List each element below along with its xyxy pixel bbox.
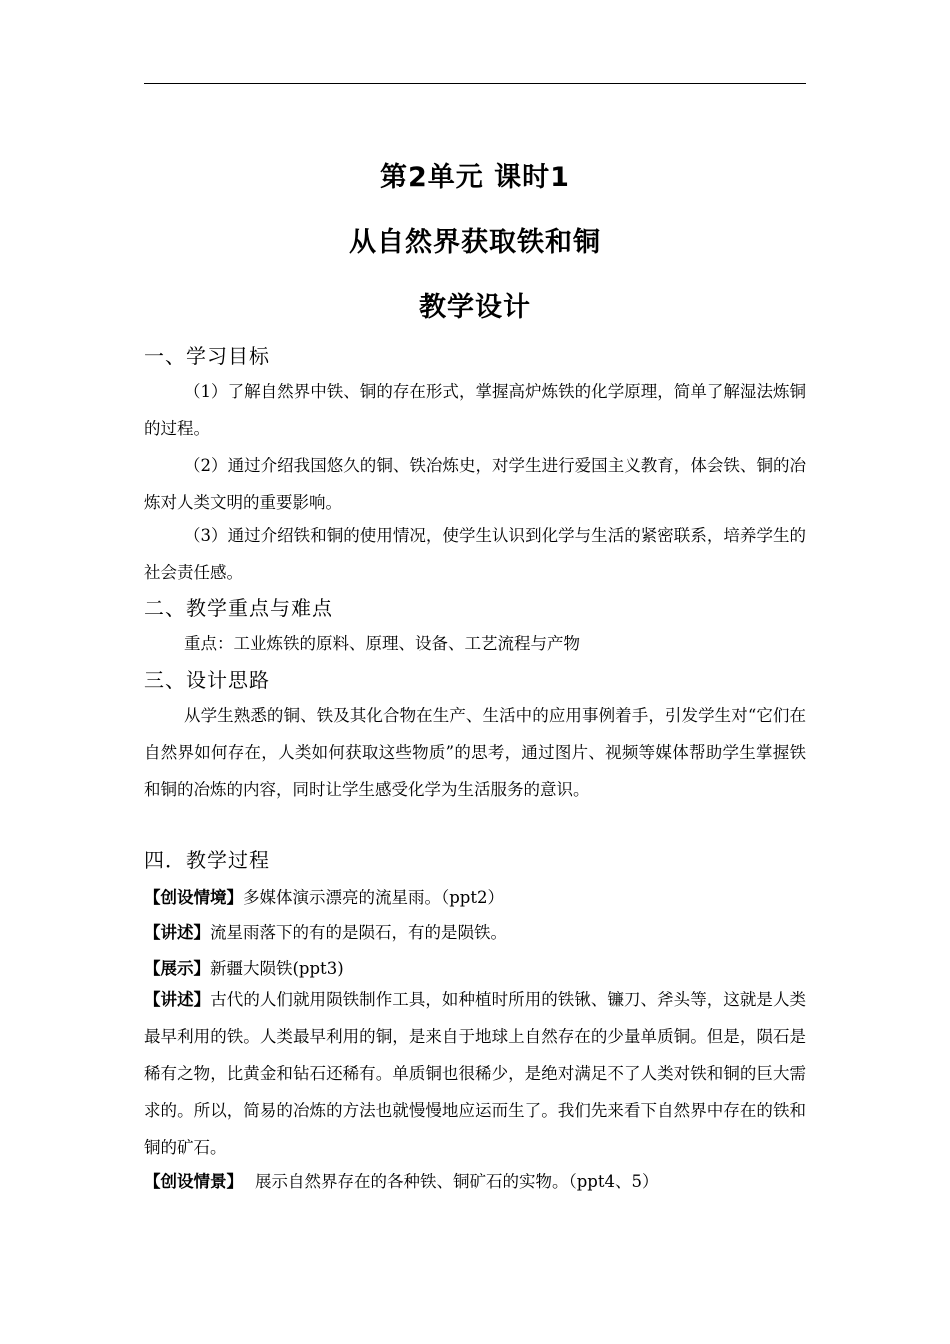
section-heading-teaching-process: 四．教学过程: [144, 848, 270, 872]
process-step: [144, 981, 806, 1166]
step-text: 古代的人们就用陨铁制作工具，如种植时所用的铁锹、镰刀、斧头等，这就是人类最早利用的铁。人类最早利用的铜，是来自于地球上自然存在的少量单质铜。但是，陨石是稀有之物，比黄金和钻石还稀有。单质铜也很稀少，是绝对满足不了人类对铁和铜的巨大需求的。所以，简易的冶炼的方法也就慢慢地应运而生了。我们先来看下自然界中存在的铁和铜的矿石。: [144, 990, 807, 1157]
step-text: 展示自然界存在的各种铁、铜矿石的实物。（ppt4、5）: [255, 1172, 659, 1191]
process-step: [144, 919, 507, 943]
header-rule: [144, 83, 806, 84]
title-document-type: 教学设计: [419, 292, 531, 323]
objective-item: （3）通过介绍铁和铜的使用情况，使学生认识到化学与生活的紧密联系，培养学生的社会责任感。: [144, 526, 806, 582]
objective-item: （1）了解自然界中铁、铜的存在形式，掌握高炉炼铁的化学原理，简单了解湿法炼铜的过程。: [144, 382, 806, 438]
title-unit: 第2单元 课时1: [380, 162, 570, 193]
step-tag: 【创设情景】: [144, 1172, 243, 1191]
process-step: [144, 1168, 659, 1192]
objective-item: （2）通过介绍我国悠久的铜、铁冶炼史，对学生进行爱国主义教育，体会铁、铜的冶炼对人类文明的重要影响。: [144, 456, 806, 512]
step-text: 流星雨落下的有的是陨石，有的是陨铁。: [210, 923, 507, 942]
section-heading-key-points: 二、教学重点与难点: [144, 596, 333, 620]
process-step: [144, 884, 504, 908]
step-tag: 【展示】: [144, 959, 210, 978]
step-tag: 【创设情境】: [144, 888, 243, 907]
section-heading-objectives: 一、学习目标: [144, 344, 270, 368]
step-text: 多媒体演示漂亮的流星雨。（ppt2）: [243, 888, 505, 907]
design-idea-text: 从学生熟悉的铜、铁及其化合物在生产、生活中的应用事例着手，引发学生对“它们在自然界如何存在，人类如何获取这些物质”的思考，通过图片、视频等媒体帮助学生掌握铁和铜的冶炼的内容，同时让学生感受化学为生活服务的意识。: [144, 706, 806, 799]
title-topic: 从自然界获取铁和铜: [349, 227, 601, 258]
step-text: 新疆大陨铁(ppt3): [210, 959, 344, 978]
step-tag: 【讲述】: [144, 990, 211, 1009]
section-heading-design-idea: 三、设计思路: [144, 668, 270, 692]
key-point-text: 重点：工业炼铁的原料、原理、设备、工艺流程与产物: [184, 634, 580, 653]
process-step: [144, 955, 344, 979]
step-tag: 【讲述】: [144, 923, 210, 942]
